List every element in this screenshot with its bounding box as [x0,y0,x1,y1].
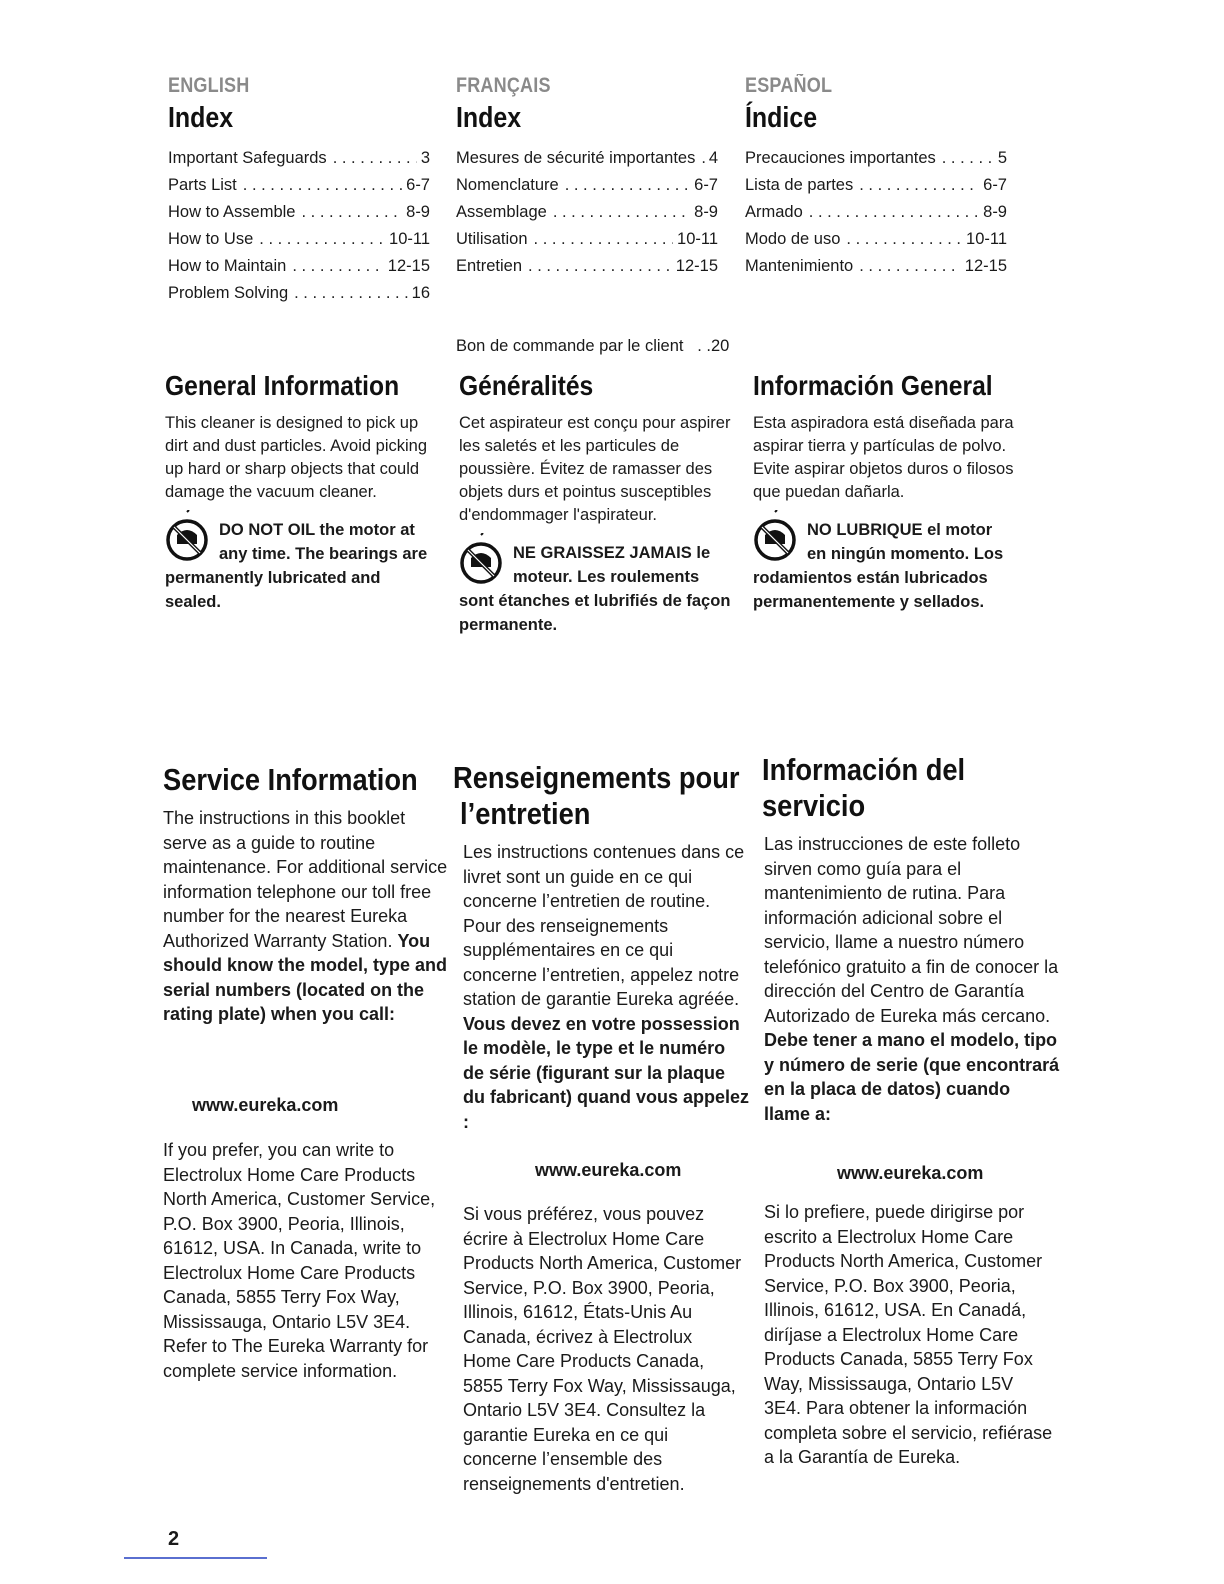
general-french [459,370,731,637]
service-body-spanish [762,832,1060,1126]
toc-leader-dots [859,253,961,280]
general-title-french: Généralités [459,370,594,401]
toc-label: Utilisation [456,230,528,248]
toc-leader-dots [809,199,979,226]
toc-page: 10-11 [389,230,430,248]
lang-heading-spanish: ESPAÑOL [745,74,833,97]
toc-french [456,145,718,280]
toc-leader-dots [942,145,994,172]
service-bold-english: You should know the model, type and serial numbers (located on the rating plate) when you call: [163,930,448,1024]
toc-english [168,145,430,307]
toc-row[interactable] [745,145,1007,172]
toc-row[interactable] [168,226,430,253]
toc-page: 10-11 [966,230,1007,248]
toc-row[interactable] [456,226,718,253]
service-text-english: The instructions in this booklet serve as a guide to routine maintenance. For additional service information telephone our toll free number for the nearest Eureka Authorized Warranty Station. [163,808,448,951]
service-title-french-1: Renseignements pour [453,760,740,795]
toc-leader-dots [333,145,417,172]
toc-label: Mesures de sécurité importantes [456,149,696,167]
toc-page: 6-7 [983,176,1007,194]
toc-leader-dots [243,172,402,199]
toc-row[interactable] [745,253,1007,280]
service-text-french: Les instructions contenues dans ce livret sont un guide en ce qui concerne l’entretien de routine. Pour des renseignements supplémentaires en ce qui concerne l’entretien, appelez notre station de garantie Eureka agréée. [463,842,745,1009]
toc-label: Important Safeguards [168,149,327,167]
toc-label: Mantenimiento [745,257,854,275]
toc-row[interactable] [168,199,430,226]
general-title-english: General Information [165,370,400,401]
toc-label: Lista de partes [745,176,854,194]
no-oil-icon [459,533,507,585]
general-body-french: Cet aspirateur est conçu pour aspirer les saletés et les particules de poussière. Évitez de ramasser des objets durs et pointus susceptibles d'endommager l'aspirateur. [459,414,731,524]
warning-spanish [753,518,1015,614]
general-body-spanish: Esta aspiradora está diseñada para aspirar tierra y partículas de polvo. Evite aspirar objetos duros o filosos que puedan dañarla. [753,414,1014,501]
service-spanish [762,752,1062,1126]
toc-label: Armado [745,203,803,221]
service-mail-french: Si vous préférez, vous pouvez écrire à Electrolux Home Care Products North America, Customer Service, P.O. Box 3900, Peoria, Illinois, 61612, États-Unis Au Canada, écrivez à Electrolux Home Care Products Canada, 5855 Terry Fox Way, Mississauga, Ontario L5V 3E4. Consultez la garantie Eureka en ce qui concerne l’ensemble des renseignements d'entretien. [463,1204,742,1494]
toc-leader-dots [528,253,672,280]
warning-text-french: NE GRAISSEZ JAMAIS le moteur. Les roulements sont étanches et lubrifiés de façon permanente. [459,544,731,634]
index-french [456,74,718,280]
no-oil-icon [165,510,213,562]
toc-label: Modo de uso [745,230,841,248]
service-title-french-2: l’entretien [460,796,591,831]
service-title-english: Service Information [163,762,418,797]
toc-leader-dots [859,172,979,199]
toc-page: 8-9 [406,203,430,221]
toc-row[interactable] [456,172,718,199]
lang-heading-english: ENGLISH [168,74,250,97]
service-french [453,760,753,1134]
toc-label: Parts List [168,176,237,194]
toc-page: 8-9 [694,203,718,221]
toc-leader-dots [294,280,408,307]
toc-page: 8-9 [983,203,1007,221]
toc-page: 12-15 [675,257,718,275]
toc-row[interactable] [168,280,430,307]
warning-english [165,518,435,614]
toc-row[interactable] [456,145,718,172]
service-english [163,762,453,1027]
service-title-spanish-1: Información del [762,752,966,787]
service-title-spanish-2: servicio [762,788,866,823]
toc-row[interactable] [745,199,1007,226]
toc-row[interactable] [168,253,430,280]
service-body-french [453,840,751,1134]
toc-leader-dots [553,199,690,226]
warning-text-spanish: NO LUBRIQUE el motor en ningún momento. Los rodamientos están lubricados permanentemente y sellados. [753,521,1004,611]
index-english [168,74,430,307]
toc-page: 5 [997,149,1007,167]
toc-leader-dots [846,226,962,253]
toc-spanish [745,145,1007,280]
service-mail-spanish: Si lo prefiere, puede dirigirse por escrito a Electrolux Home Care Products North America, Customer Service, P.O. Box 3900, Peoria, Illinois, 61612, USA. En Canadá, diríjase a Electrolux Home Care Products Canada, 5855 Terry Fox Way, Mississauga, Ontario L5V 3E4. Para obtener la información completa sobre el servicio, refiérase a la Garantía de Eureka. [764,1202,1053,1467]
warning-text-english: DO NOT OIL the motor at any time. The bearings are permanently lubricated and sealed. [165,521,428,611]
toc-leader-dots [301,199,402,226]
toc-leader-dots [259,226,385,253]
service-bold-french: Vous devez en votre possession le modèle, le type et le numéro de série (figurant sur la plaque du fabricant) quand vous appelez : [463,1013,750,1132]
toc-label: Assemblage [456,203,547,221]
service-body-english [163,806,453,1027]
lang-heading-french: FRANÇAIS [456,74,551,97]
toc-leader-dots [292,253,383,280]
toc-page: 10-11 [677,230,718,248]
toc-page: 4 [708,149,718,167]
index-title-english: Index [168,102,234,134]
toc-row[interactable] [456,253,718,280]
general-body-english: This cleaner is designed to pick up dirt and dust particles. Avoid picking up hard or sharp objects that could damage the vacuum cleaner. [165,414,428,501]
toc-extra-label: Bon de commande par le client [456,337,684,355]
toc-label: Entretien [456,257,523,275]
toc-page: 12-15 [964,257,1007,275]
no-oil-icon [753,510,801,562]
toc-row[interactable] [168,172,430,199]
service-text-spanish: Las instrucciones de este folleto sirven como guía para el mantenimiento de rutina. Para información adicional sobre el servicio, llame a nuestro número telefónico gratuito a fin de conocer la dirección del Centro de Garantía Autorizado de Eureka más cercano. [764,834,1059,1026]
index-spanish [745,74,1007,280]
toc-label: Precauciones importantes [745,149,936,167]
toc-extra-page: 20 [710,337,730,355]
toc-row[interactable] [745,172,1007,199]
toc-leader-dots [565,172,690,199]
toc-page: 6-7 [694,176,718,194]
url-french[interactable]: www.eureka.com [535,1160,682,1180]
general-english [165,370,435,614]
footer-divider [124,1557,267,1559]
toc-extra-french [456,337,729,356]
toc-page: 12-15 [387,257,430,275]
toc-label: How to Use [168,230,254,248]
service-bold-spanish: Debe tener a mano el modelo, tipo y número de serie (que encontrará en la placa de datos) cuando llame a: [764,1030,1060,1124]
warning-french [459,541,731,637]
toc-label: How to Maintain [168,257,287,275]
general-title-spanish: Información General [753,370,993,401]
general-spanish [753,370,1015,614]
toc-page: 16 [411,284,430,302]
toc-label: Nomenclature [456,176,559,194]
toc-page: 3 [420,149,430,167]
url-spanish[interactable]: www.eureka.com [837,1163,984,1183]
toc-row[interactable] [168,145,430,172]
url-english[interactable]: www.eureka.com [192,1095,339,1115]
toc-label: How to Assemble [168,203,296,221]
toc-label: Problem Solving [168,284,289,302]
service-mail-english: If you prefer, you can write to Electrolux Home Care Products North America, Customer Service, P.O. Box 3900, Peoria, Illinois, 61612, USA. In Canada, write to Electrolux Home Care Products Canada, 5855 Terry Fox Way, Mississauga, Ontario L5V 3E4. Refer to The Eureka Warranty for complete service information. [163,1140,436,1381]
toc-row[interactable] [456,199,718,226]
index-title-spanish: Índice [745,102,818,134]
toc-page: 6-7 [406,176,430,194]
toc-row[interactable] [745,226,1007,253]
index-title-french: Index [456,102,522,134]
page-number: 2 [168,1528,180,1550]
toc-leader-dots [534,226,673,253]
toc-extra-dots: . . [688,337,711,355]
